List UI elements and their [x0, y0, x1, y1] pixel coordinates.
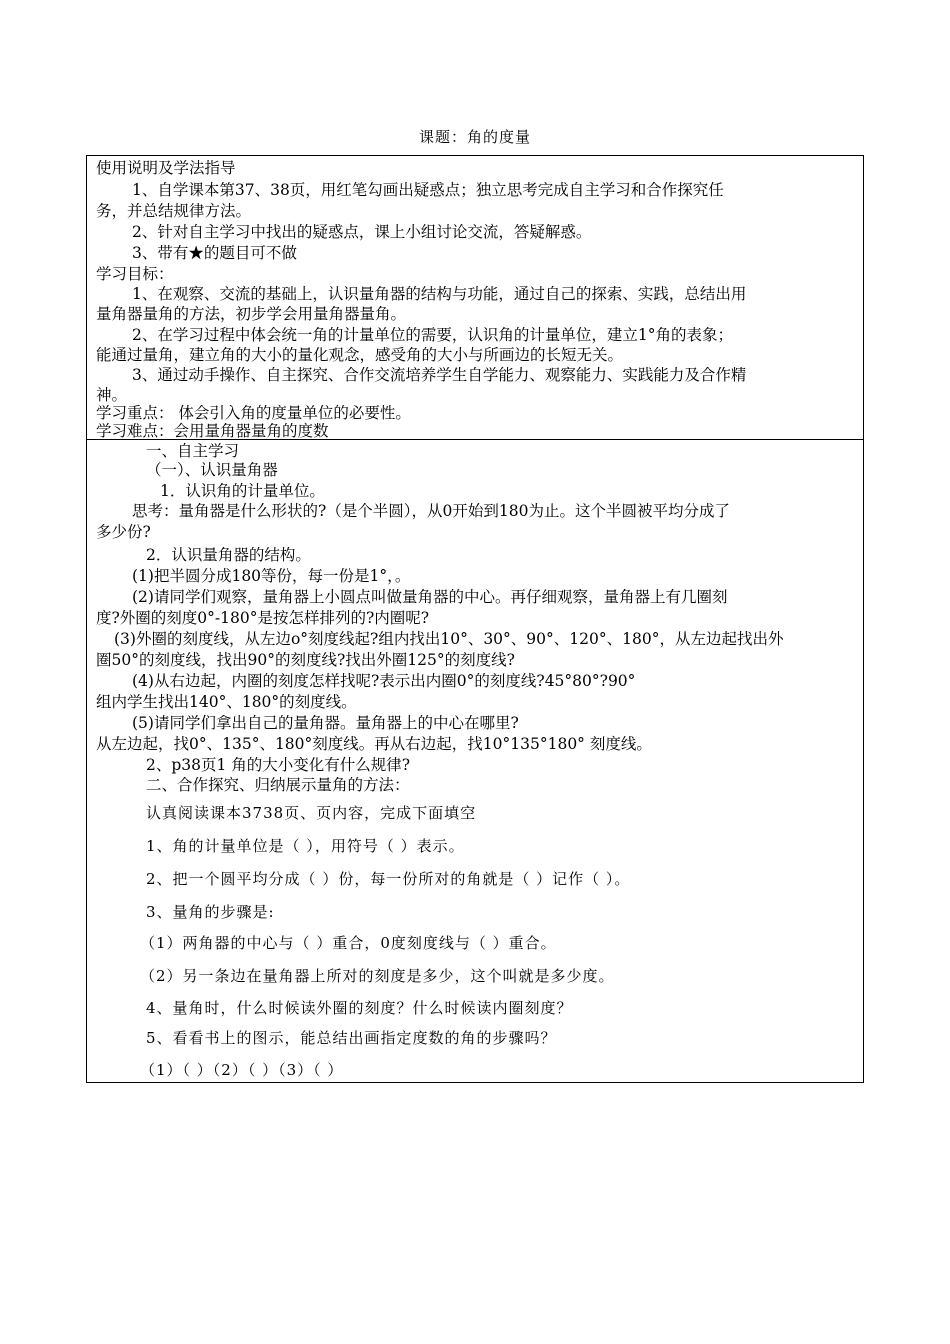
explore-heading: 二、合作探究、归纳展示量角的方法： [146, 776, 410, 794]
fill-question-2: 2、把一个圆平均分成（ ）份，每一份所对的角就是（ ）记作（ ）。 [146, 870, 631, 888]
rule-question: 2、p38页1 角的大小变化有什么规律? [146, 756, 411, 774]
guide-item-1-cont: 务，并总结规律方法。 [96, 202, 252, 220]
item-5-cont: 从左边起，找0°、135°、180°刻度线。再从右边起，找10°135°180° 刻度线。 [96, 735, 652, 753]
goal-3-cont: 神。 [96, 386, 128, 404]
fill-step-2: （2）另一条边在量角器上所对的刻度是多少，这个叫就是多少度。 [140, 967, 615, 985]
guide-item-2: 2、针对自主学习中找出的疑惑点，课上小组讨论交流，答疑解惑。 [132, 223, 592, 241]
subheading-protractor: （一）、认识量角器 [146, 461, 278, 479]
item-5: (5)请同学们拿出自己的量角器。量角器上的中心在哪里? [132, 714, 519, 732]
guide-item-1: 1、自学课本第37、38页，用红笔勾画出疑惑点；独立思考完成自主学习和合作探究任 [132, 181, 724, 199]
key-point: 学习重点： 体会引入角的度量单位的必要性。 [96, 404, 411, 422]
think-question: 思考：量角器是什么形状的?（是个半圆），从0开始到180为止。这个半圆被平均分成了 [132, 502, 731, 520]
goal-2-cont: 能通过量角，建立角的大小的量化观念，感受角的大小与所画边的长短无关。 [96, 346, 624, 364]
fill-steps-answers: （1）（ ）（2）（ ）（3）（ ） [140, 1061, 344, 1079]
guide-item-3: 3、带有★的题目可不做 [132, 244, 297, 262]
item-4: (4)从右边起，内圈的刻度怎样找呢?表示出内圈0°的刻度线?45°80°?90° [132, 672, 636, 690]
guide-heading: 使用说明及学法指导 [96, 159, 236, 177]
item-4-cont: 组内学生找出140°、180°的刻度线。 [96, 693, 357, 711]
fill-question-4: 4、量角时，什么时候读外圈的刻度？什么时候读内圈刻度？ [146, 999, 573, 1017]
fill-question-3: 3、量角的步骤是: [146, 903, 275, 921]
item-2: (2)请同学们观察，量角器上小圆点叫做量角器的中心。再仔细观察，量角器上有几圈刻 [132, 588, 728, 606]
goals-heading: 学习目标： [96, 265, 174, 283]
page-title: 课题：角的度量 [418, 128, 531, 146]
self-study-heading: 一、自主学习 [146, 442, 240, 460]
item-3: (3)外圈的刻度线，从左边o°刻度线起?组内找出10°、30°、90°、120°、180°，从左边起找出外 [114, 630, 784, 648]
fill-step-1: （1）两角器的中心与（ ）重合，0度刻度线与（ ）重合。 [140, 934, 557, 952]
fill-question-1: 1、角的计量单位是（ ），用符号（ ）表示。 [146, 837, 465, 855]
goal-2: 2、在学习过程中体会统一角的计量单位的需要，认识角的计量单位，建立1°角的表象； [132, 326, 733, 344]
think-question-cont: 多少份? [96, 523, 151, 541]
item-3-cont: 圈50°的刻度线，找出90°的刻度线?找出外圈125°的刻度线? [96, 651, 515, 669]
item-1: (1)把半圆分成180等份，每一份是1°，。 [132, 567, 411, 585]
goal-3: 3、通过动手操作、自主探究、合作交流培养学生自学能力、观察能力、实践能力及合作精 [132, 366, 747, 384]
step-2: 2．认识量角器的结构。 [146, 546, 311, 564]
item-2-cont: 度?外圈的刻度0°-180°是按怎样排列的?内圈呢? [96, 609, 430, 627]
goal-1-cont: 量角器量角的方法，初步学会用量角器量角。 [96, 305, 407, 323]
goal-1: 1、在观察、交流的基础上，认识量角器的结构与功能，通过自己的探索、实践，总结出用 [132, 285, 747, 303]
reading-instruction: 认真阅读课本3738页、页内容，完成下面填空 [146, 804, 477, 822]
step-1: 1．认识角的计量单位。 [160, 482, 325, 500]
difficulty: 学习难点：会用量角器量角的度数 [96, 422, 329, 440]
fill-question-5: 5、看看书上的图示，能总结出画指定度数的角的步骤吗？ [146, 1029, 557, 1047]
